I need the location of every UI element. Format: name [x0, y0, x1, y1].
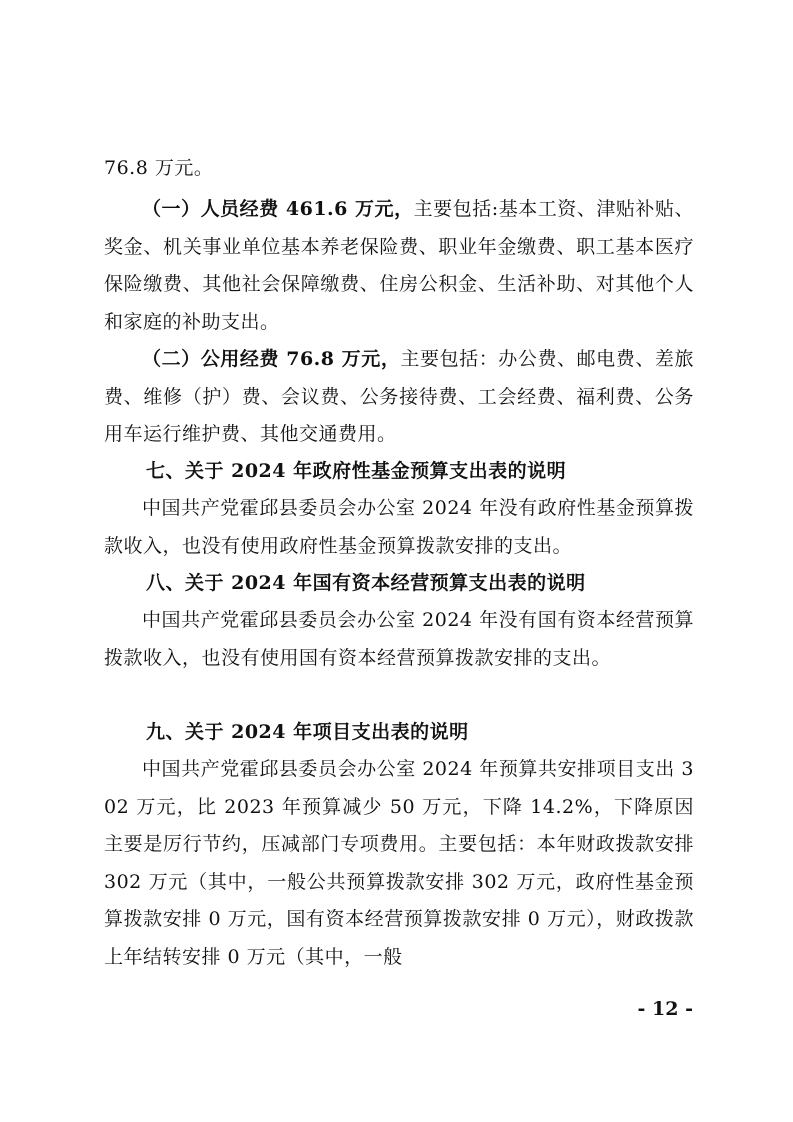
para-project-expenses: 中国共产党霍邱县委员会办公室 2024 年预算共安排项目支出 302 万元，比 2023 年预算减少 50 万元，下降 14.2%，下降原因主要是厉行节约，压减部门专项费用。主要包括：本年财政拨款安排 302 万元（其中，一般公共预算拨款安排 302 万元，政府性基金预算拨款安排 0 万元，国有资本经营预算拨款安排 0 万元），财政拨款上年结转安排 0 万元（其中，一般	[104, 758, 694, 968]
section-personnel-body: 主要包括:基本工资、津贴补贴、奖金、机关事业单位基本养老保险费、职业年金缴费、职工基本医疗保险缴费、其他社会保障缴费、住房公积金、生活补助、对其他个人和家庭的补助支出。	[104, 198, 694, 333]
heading-state-capital-table: 八、关于 2024 年国有资本经营预算支出表的说明	[146, 572, 586, 594]
section-public-expenses	[104, 341, 694, 454]
heading-project-table: 九、关于 2024 年项目支出表的说明	[146, 721, 469, 743]
section-personnel-lead: （一）人员经费 461.6 万元，	[142, 198, 414, 220]
page-number: - 12 -	[637, 998, 693, 1020]
para-gov-fund: 中国共产党霍邱县委员会办公室 2024 年没有政府性基金预算拨款收入，也没有使用政府性基金预算拨款安排的支出。	[104, 497, 694, 557]
para-state-capital: 中国共产党霍邱县委员会办公室 2024 年没有国有资本经营预算拨款收入，也没有使用国有资本经营预算拨款安排的支出。	[104, 609, 694, 669]
section-public-lead: （二）公用经费 76.8 万元，	[142, 348, 401, 370]
heading-gov-fund-table: 七、关于 2024 年政府性基金预算支出表的说明	[146, 460, 567, 482]
section-personnel-expenses	[104, 191, 694, 341]
carryover-line: 76.8 万元。	[104, 157, 214, 179]
section-public-body: 主要包括：办公费、邮电费、差旅费、维修（护）费、会议费、公务接待费、工会经费、福利费、公务用车运行维护费、其他交通费用。	[104, 348, 694, 445]
